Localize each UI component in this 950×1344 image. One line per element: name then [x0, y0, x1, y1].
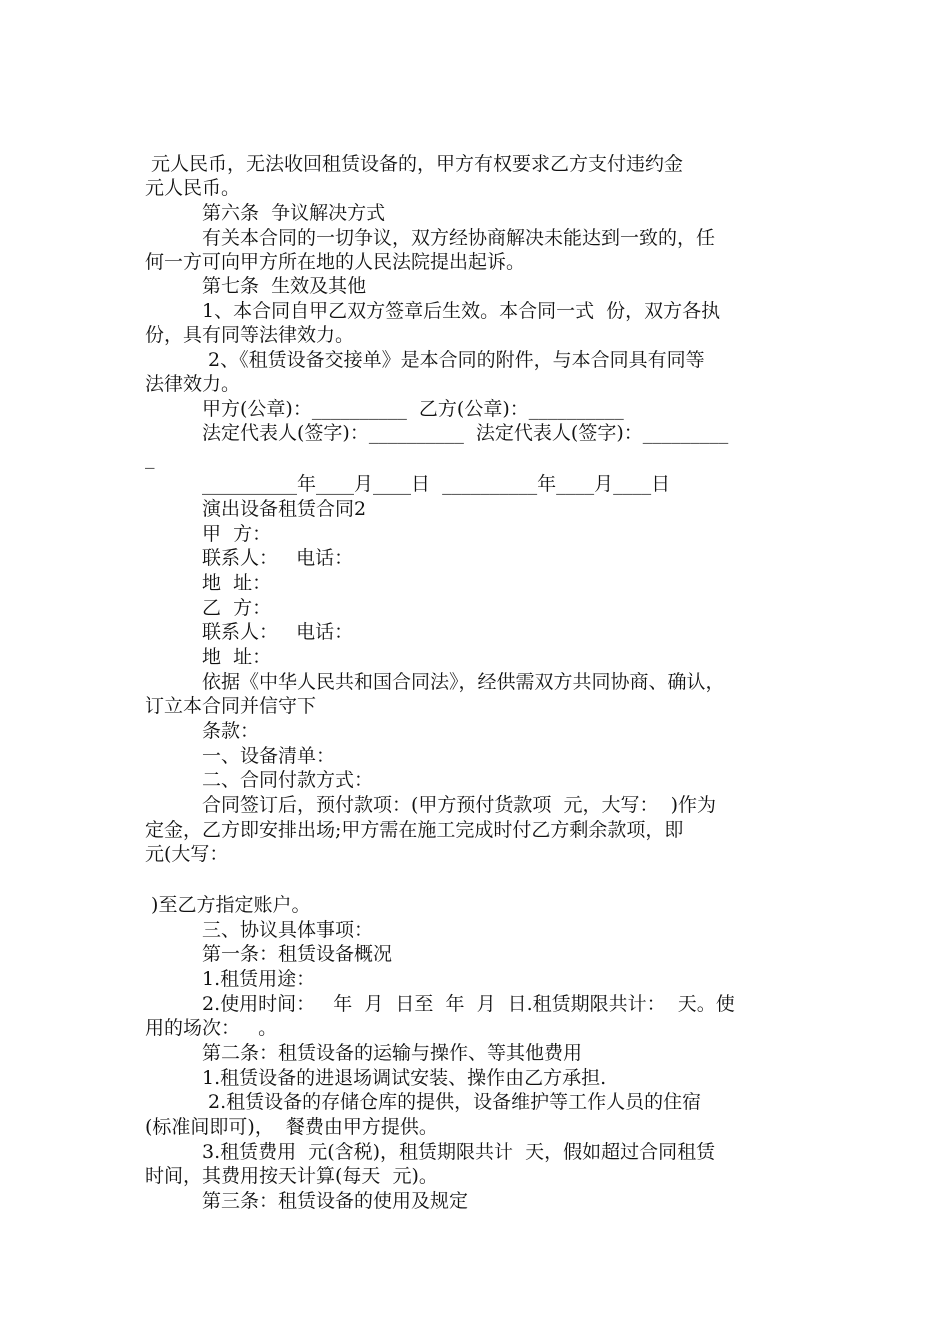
text-line: 法律效力。: [145, 373, 241, 395]
text-line: 条款：: [202, 720, 260, 742]
text-line: 乙 方：: [202, 597, 272, 619]
section-heading: 第七条 生效及其他: [202, 275, 367, 297]
text-line: 联系人： 电话：: [202, 547, 354, 569]
text-line: 何一方可向甲方所在地的人民法院提出起诉。: [145, 251, 526, 273]
text-line: 元(大写：: [145, 843, 229, 865]
signature-line: 法定代表人(签字)：__________ 法定代表人(签字)：_________: [202, 422, 729, 444]
text-line: 1.租赁设备的进退场调试安装、操作由乙方承担.: [202, 1067, 607, 1089]
text-line: 三、协议具体事项：: [202, 919, 374, 941]
text-line: 用的场次： 。: [145, 1017, 278, 1039]
document-title: 演出设备租赁合同2: [202, 498, 367, 520]
text-line: 甲 方：: [202, 523, 272, 545]
text-line: 元人民币。: [145, 177, 241, 199]
text-line: 定金，乙方即安排出场;甲方需在施工完成时付乙方剩余款项，即: [145, 819, 684, 841]
text-line: 1、本合同自甲乙双方签章后生效。本合同一式 份，双方各执: [202, 300, 721, 322]
text-line: 3.租赁费用 元(含税)，租赁期限共计 天，假如超过合同租赁: [202, 1141, 716, 1163]
date-line: __________年____月____日 __________年____月____日: [202, 473, 671, 495]
text-line: 份，具有同等法律效力。: [145, 324, 355, 346]
section-heading: 第六条 争议解决方式: [202, 202, 386, 224]
text-line: 订立本合同并信守下: [145, 695, 317, 717]
text-line: 元人民币，无法收回租赁设备的，甲方有权要求乙方支付违约金: [145, 153, 684, 175]
text-line: 合同签订后，预付款项：(甲方预付货款项 元，大写： )作为: [202, 794, 716, 816]
text-line: 第一条：租赁设备概况: [202, 943, 393, 965]
section-heading: 第三条：租赁设备的使用及规定: [202, 1190, 469, 1212]
text-line: 二、合同付款方式：: [202, 769, 374, 791]
text-line: 有关本合同的一切争议，双方经协商解决未能达到一致的，任: [202, 227, 716, 249]
text-line: )至乙方指定账户。: [145, 894, 311, 916]
text-line: 2、《租赁设备交接单》是本合同的附件，与本合同具有同等: [202, 349, 705, 371]
text-line: 依据《中华人民共和国合同法》，经供需双方共同协商、确认，: [202, 671, 725, 693]
text-line: (标准间即可)， 餐费由甲方提供。: [145, 1116, 438, 1138]
text-line: 2.租赁设备的存储仓库的提供，设备维护等工作人员的住宿: [202, 1091, 702, 1113]
text-line: 一、设备清单：: [202, 745, 336, 767]
text-line: 时间，其费用按天计算(每天 元)。: [145, 1165, 438, 1187]
text-line: 第二条：租赁设备的运输与操作、等其他费用: [202, 1042, 583, 1064]
text-line: 地 址：: [202, 572, 272, 594]
text-line: 地 址：: [202, 646, 272, 668]
signature-line: 甲方(公章)：__________ 乙方(公章)：__________: [202, 398, 624, 420]
text-line: 1.租赁用途：: [202, 968, 316, 990]
text-line: _: [145, 447, 155, 469]
text-line: 联系人： 电话：: [202, 621, 354, 643]
text-line: 2.使用时间： 年 月 日至 年 月 日.租赁期限共计： 天。使: [202, 993, 735, 1015]
